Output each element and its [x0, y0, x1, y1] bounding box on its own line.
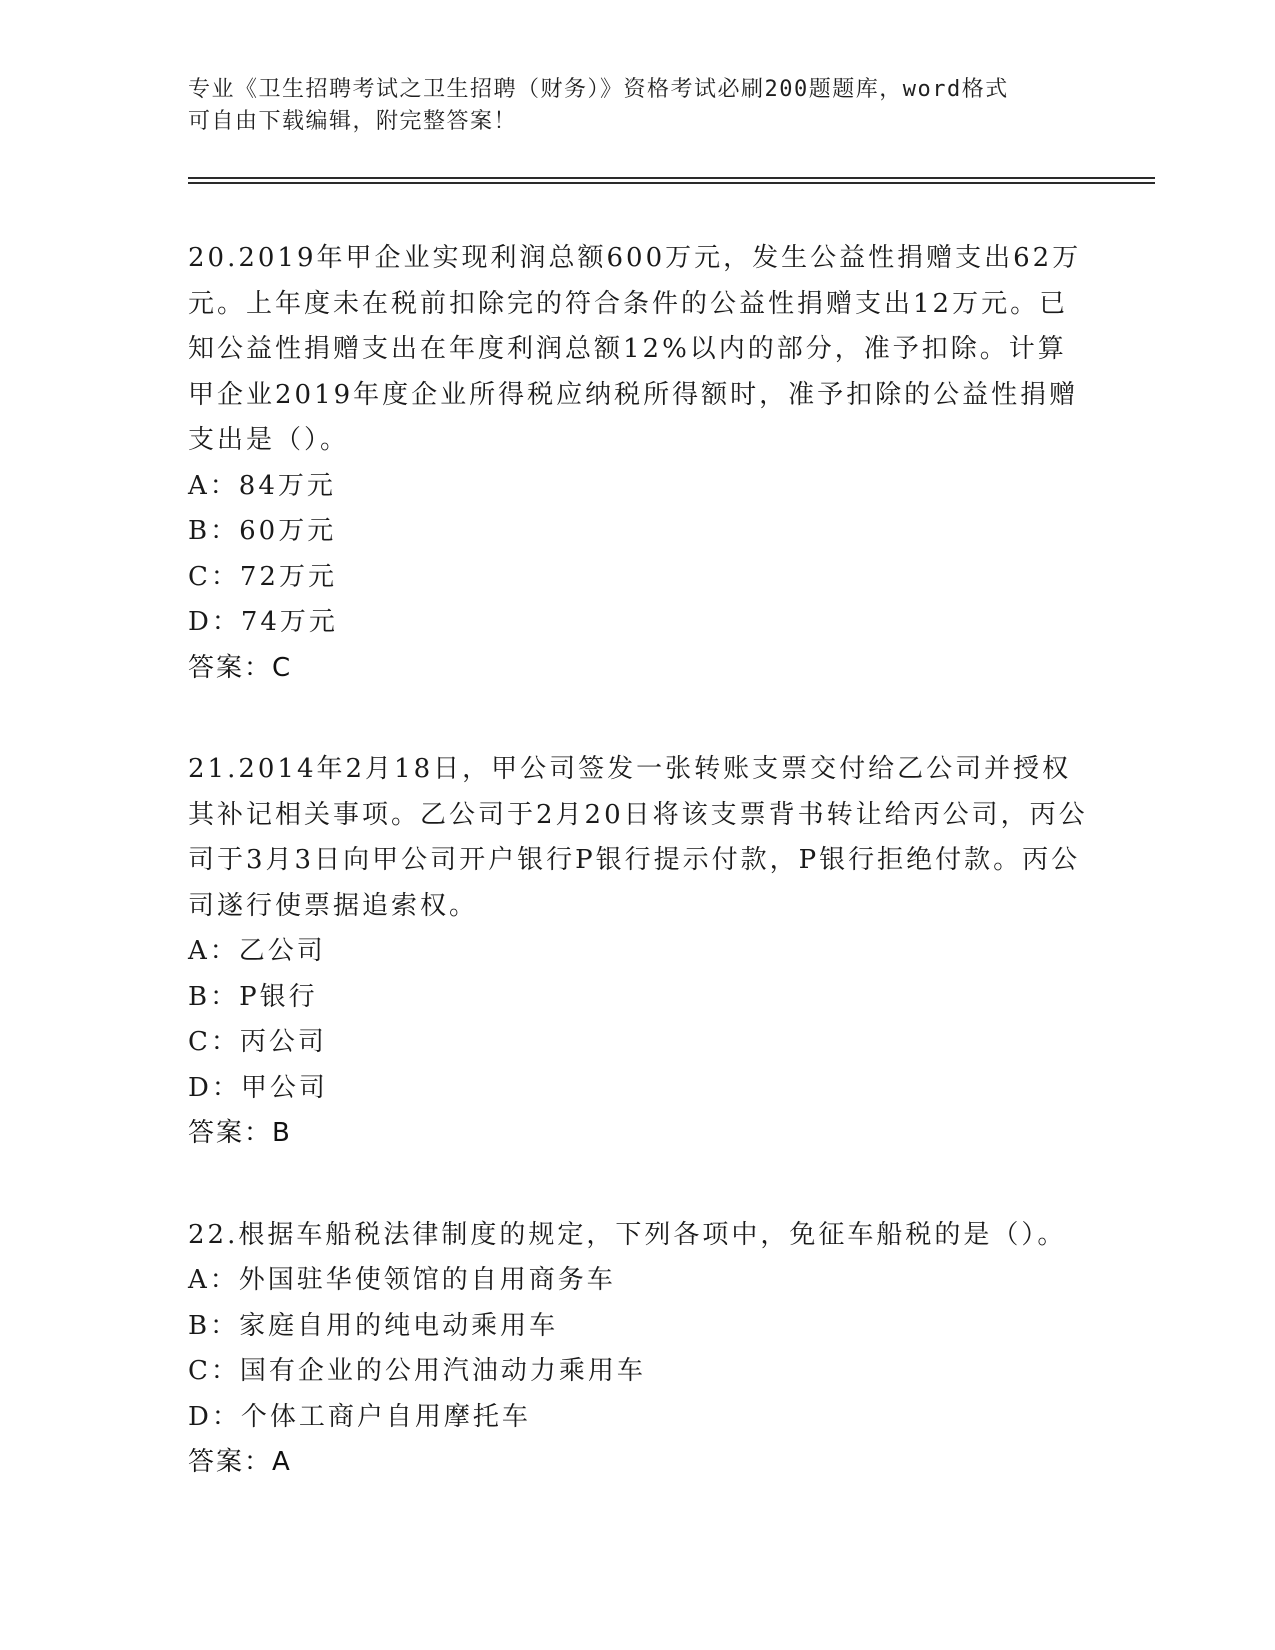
question-20 [188, 236, 1088, 691]
question-stem: 22.根据车船税法律制度的规定，下列各项中，免征车船税的是（）。 [188, 1219, 1067, 1250]
question-21 [188, 747, 1088, 1157]
option-c: C：国有企业的公用汽油动力乘用车 [188, 1356, 646, 1386]
option-d: D：个体工商户自用摩托车 [188, 1401, 531, 1432]
option-b: B：家庭自用的纯电动乘用车 [188, 1310, 559, 1341]
header-divider-bottom [188, 182, 1155, 184]
document-header [188, 74, 1088, 138]
option-d: D：74万元 [188, 607, 338, 637]
question-list [188, 236, 1088, 1542]
header-line-1: 专业《卫生招聘考试之卫生招聘（财务）》资格考试必刷200题题库，word格式 [188, 77, 1009, 102]
option-d: D：甲公司 [188, 1072, 328, 1103]
question-stem: 20.2019年甲企业实现利润总额600万元，发生公益性捐赠支出62万元。上年度未在税前扣除完的符合条件的公益性捐赠支出12万元。已知公益性捐赠支出在年度利润总额12%以内的部分，准予扣除。计算甲企业2019年度企业所得税应纳税所得额时，准予扣除的公益性捐赠支出是（）。 [188, 243, 1082, 455]
answer-line: 答案：C [188, 652, 293, 683]
answer-line: 答案：B [188, 1118, 292, 1148]
option-c: C：丙公司 [188, 1027, 327, 1057]
option-a: A：乙公司 [188, 936, 326, 966]
option-a: A：外国驻华使领馆的自用商务车 [188, 1265, 616, 1295]
option-b: B：60万元 [188, 516, 337, 546]
header-divider-top [188, 177, 1155, 179]
question-stem: 21.2014年2月18日，甲公司签发一张转账支票交付给乙公司并授权其补记相关事项。乙公司于2月20日将该支票背书转让给丙公司，丙公司于3月3日向甲公司开户银行P银行提示付款，P银行拒绝付款。丙公司遂行使票据追索权。 [188, 754, 1088, 921]
option-a: A：84万元 [188, 470, 336, 501]
header-line-2: 可自由下载编辑，附完整答案！ [188, 109, 518, 134]
option-c: C：72万元 [188, 561, 337, 592]
option-b: B：P银行 [188, 981, 318, 1012]
answer-line: 答案：A [188, 1447, 292, 1477]
question-22 [188, 1213, 1088, 1486]
